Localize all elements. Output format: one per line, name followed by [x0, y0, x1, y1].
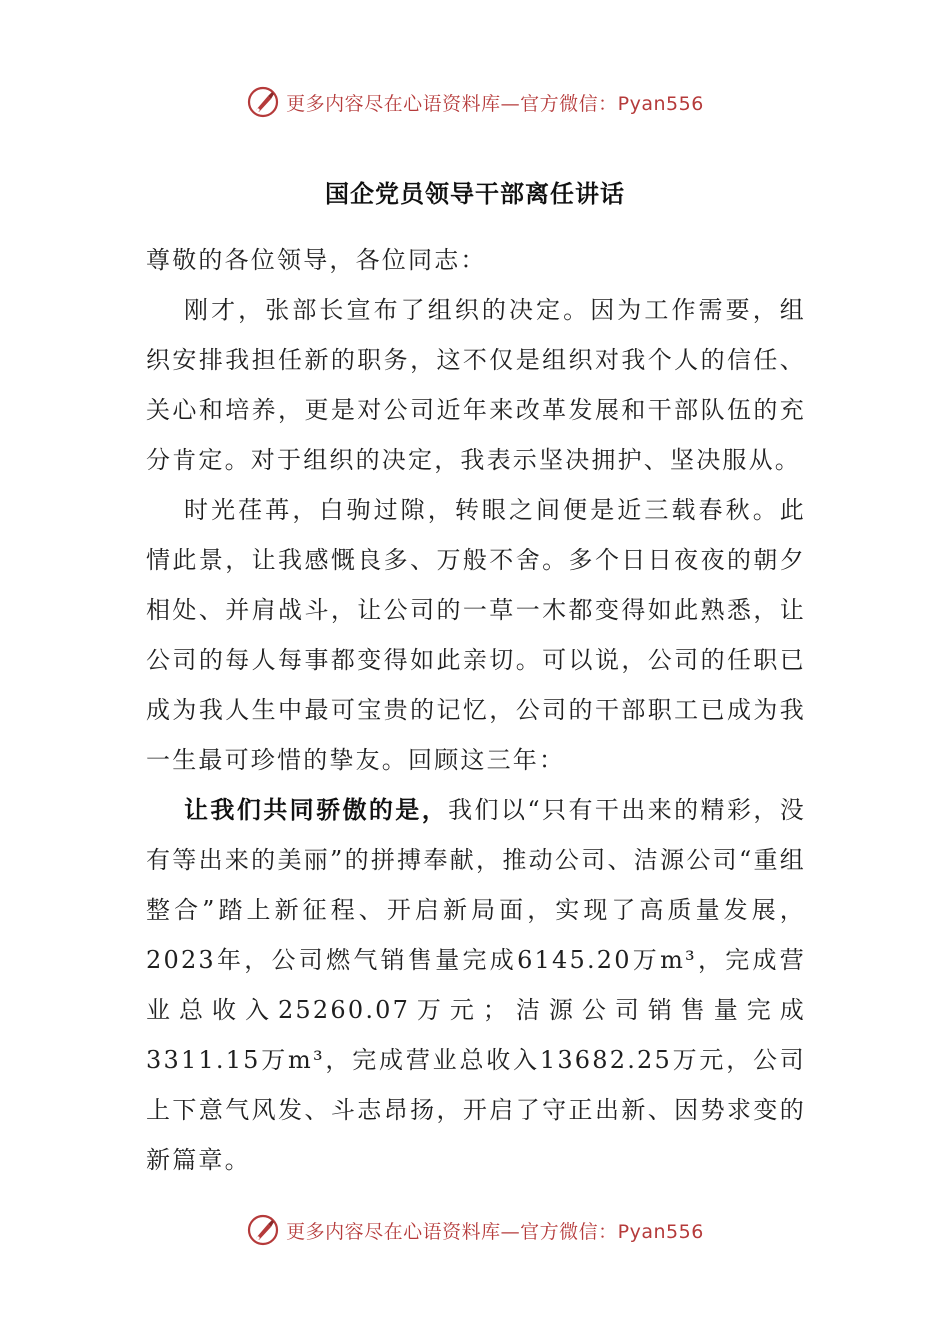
pen-nib-logo-icon [246, 85, 280, 119]
paragraph-3 [146, 785, 806, 1185]
paragraph-2: 时光荏苒，白驹过隙，转眼之间便是近三载春秋。此情此景，让我感慨良多、万般不舍。多个日日夜夜的朝夕相处、并肩战斗，让公司的一草一木都变得如此熟悉，让公司的每人每事都变得如此亲切。可以说，公司的任职已成为我人生中最可宝贵的记忆，公司的干部职工已成为我一生最可珍惜的挚友。回顾这三年： [146, 496, 806, 774]
salutation: 尊敬的各位领导，各位同志： [146, 246, 487, 274]
watermark-text: 更多内容尽在心语资料库—官方微信：Pyan556 [286, 92, 704, 115]
header-watermark [0, 82, 950, 122]
pen-nib-logo-icon [246, 1213, 280, 1247]
paragraph-3-text: 我们以“只有干出来的精彩，没有等出来的美丽”的拼搏奉献，推动公司、洁源公司“重组整合”踏上新征程、开启新局面，实现了高质量发展，2023年，公司燃气销售量完成6145.20万m³，完成营业总收入25260.07万元；洁源公司销售量完成3311.15万m³，完成营业总收入13682.25万元，公司上下意气风发、斗志昂扬，开启了守正出新、因势求变的新篇章。 [146, 796, 806, 1174]
paragraph-1: 刚才，张部长宣布了组织的决定。因为工作需要，组织安排我担任新的职务，这不仅是组织对我个人的信任、关心和培养，更是对公司近年来改革发展和干部队伍的充分肯定。对于组织的决定，我表示坚决拥护、坚决服从。 [146, 296, 806, 474]
document-title: 国企党员领导干部离任讲话 [325, 179, 625, 208]
footer-watermark [0, 1210, 950, 1250]
watermark-text: 更多内容尽在心语资料库—官方微信：Pyan556 [286, 1220, 704, 1243]
paragraph-3-lead: 让我们共同骄傲的是， [184, 795, 449, 824]
document-body [146, 235, 806, 1185]
